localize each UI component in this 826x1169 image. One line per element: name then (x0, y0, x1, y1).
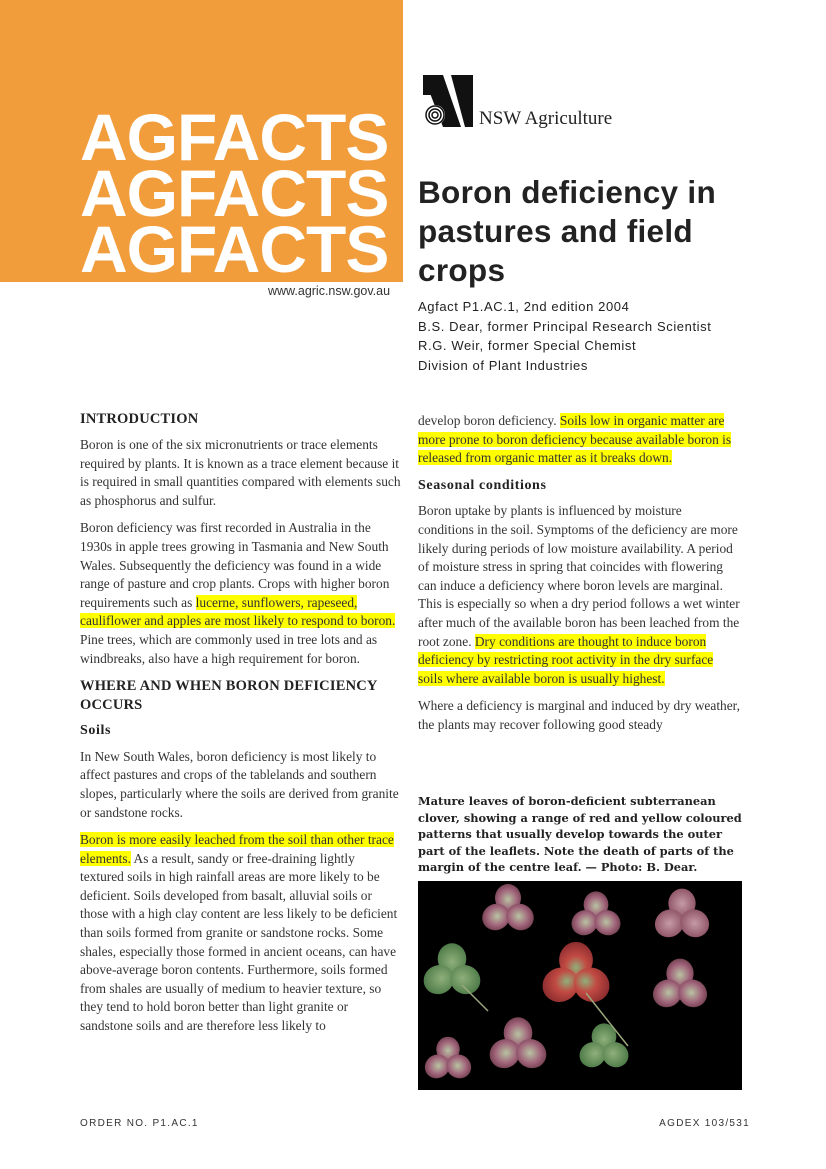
highlighted-text: lucerne, sunflowers, rapeseed, cauliflower and apples are most likely to respond to boron. (80, 594, 396, 629)
order-number: ORDER NO. P1.AC.1 (80, 1118, 199, 1129)
org-name: NSW Agriculture (479, 108, 613, 129)
intro-paragraph-1: Boron is one of the six micronutrients or trace elements required by plants. It is known as a trace element because it is required in small quantities compared with elements such as phosphorus and sulfur. (80, 437, 401, 508)
agfacts-wordmark-1: AGFACTS (80, 100, 389, 174)
highlighted-text: Soils low in organic matter are more prone to boron deficiency because available boron is released from organic matter as it breaks down. (418, 413, 732, 466)
highlighted-text: Dry conditions are thought to induce boron deficiency by restricting root activity in the dry surface soils where available boron is usually highest. (418, 633, 714, 686)
agfacts-wordmark-2: AGFACTS (80, 156, 389, 230)
soils-paragraph-2 (80, 831, 402, 1036)
meta-division: Division of Plant Industries (418, 357, 588, 373)
seasonal-paragraph-2: Where a deficiency is marginal and induced by dry weather, the plants may recover following good steady (418, 698, 740, 732)
website-link[interactable]: www.agric.nsw.gov.au (268, 284, 391, 298)
intro-heading: INTRODUCTION (80, 411, 199, 427)
photo-caption: Mature leaves of boron-deficient subterranean clover, showing a range of red and yellow coloured patterns that usually develop towards the outer part of the leaflets. Note the death of parts of the margin of the centre leaf. — Photo: B. Dear. (418, 794, 742, 874)
seasonal-text: Boron uptake by plants is influenced by moisture conditions in the soil. Symptoms of the deficiency are more likely during periods of low moisture availability. A period of moisture stress in spring that coincides with flowering can induce a deficiency where boron levels are marginal. This is especially so when a dry period follows a wet winter after much of the available boron has been leached from the root zone. (418, 503, 740, 649)
agfacts-banner (0, 0, 403, 286)
soils-text: As a result, sandy or free-draining lightly textured soils in high rainfall areas are more likely to be deficient. Soils developed from basalt, alluvial soils or those with a high clay content are less likely to be deficient than soils formed from granite or sandstone rocks. Some shales, especially those formed in ancient oceans, can have above-average boron contents. Furthermore, soils formed from shales are usually of medium to heavier texture, so they tend to hold boron better than light granite or sandstone soils and are therefore less likely to (80, 850, 398, 1034)
agdex-number: AGDEX 103/531 (659, 1118, 750, 1129)
meta-author-2: R.G. Weir, former Special Chemist (418, 338, 637, 353)
right-column (418, 412, 740, 744)
highlighted-text: Boron is more easily leached from the soil than other trace elements. (80, 832, 394, 866)
seasonal-heading: Seasonal conditions (418, 477, 547, 493)
intro-text: Boron deficiency was first recorded in Australia in the 1930s in apple trees growing in Tasmania and New South Wales. Subsequently the deficiency was found in a wide range of pasture and crop plants. Crops with higher boron requirements such as (80, 520, 390, 610)
meta-edition: Agfact P1.AC.1, 2nd edition 2004 (418, 299, 630, 314)
organic-matter-paragraph (418, 412, 740, 468)
clover-leaves-photo (418, 881, 742, 1090)
seasonal-paragraph-1 (418, 502, 740, 688)
continued-text: develop boron deficiency. (418, 413, 560, 428)
soils-paragraph-1: In New South Wales, boron deficiency is most likely to affect pastures and crops of the tablelands and southern slopes, particularly where the soils are derived from granite or sandstone rocks. (80, 748, 399, 820)
soils-heading: Soils (80, 723, 112, 739)
intro-text-end: Pine trees, which are commonly used in tree lots and as windbreaks, also have a high requirement for boron. (80, 631, 378, 666)
left-column (80, 410, 402, 1045)
intro-paragraph-2 (80, 519, 402, 668)
page-title: Boron deficiency in pastures and field crops (418, 174, 716, 288)
nsw-agriculture-logo-icon (421, 75, 477, 127)
meta-author-1: B.S. Dear, former Principal Research Scientist (418, 318, 712, 334)
publication-meta (418, 297, 711, 375)
agfacts-wordmark-3: AGFACTS (80, 212, 389, 286)
where-when-heading: WHERE AND WHEN BORON DEFICIENCY OCCURS (80, 678, 378, 714)
